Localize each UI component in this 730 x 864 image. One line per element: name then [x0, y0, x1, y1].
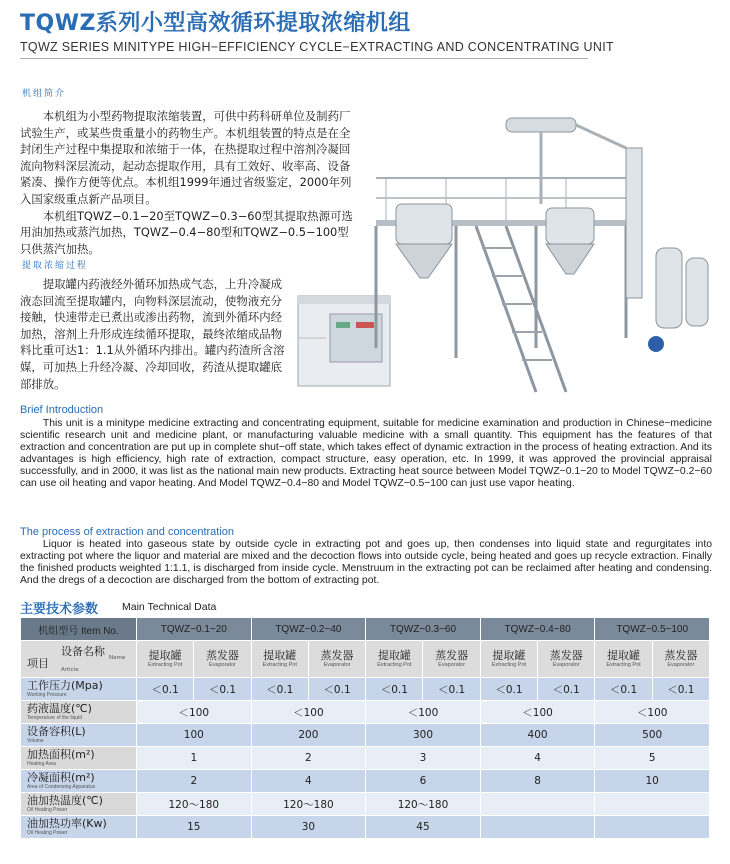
- cell: 500: [595, 724, 710, 747]
- cell: 100: [137, 724, 252, 747]
- table-row: [21, 747, 710, 770]
- cell: ＜100: [480, 701, 595, 724]
- cell: ＜100: [595, 701, 710, 724]
- cell: 120～180: [137, 793, 252, 816]
- table-row: [21, 678, 710, 701]
- corner-cell: 设备名称 Name 项目 Article: [21, 641, 137, 678]
- intro-cn-p1: 本机组为小型药物提取浓缩装置，可供中药科研单位及制药厂试验生产，或某些贵重量小的药物生产。本机组装置的特点是在全封闭生产过程中集提取和浓缩于一体，在热提取过程中溶剂冷凝回流向物料深层流动，起动态提取作用，具有工效好、收率高、设备紧凑、操作方便等优点。本机组1999年通过省级鉴定，2000年列入国家级重点新产品项目。: [20, 109, 352, 206]
- model-header: TQWZ−0.4−80: [480, 618, 595, 641]
- cell: 2: [251, 747, 366, 770]
- table-row: [21, 770, 710, 793]
- cell: ＜0.1: [480, 678, 537, 701]
- cell: 45: [366, 816, 481, 839]
- table-title: 主要技术参数: [20, 602, 99, 617]
- cell: [595, 793, 710, 816]
- cell: 5: [595, 747, 710, 770]
- intro-cn-p2: 本机组TQWZ−0.1−20至TQWZ−0.3−60型其提取热源可选用油加热或蒸汽加热，TQWZ−0.4−80型和TQWZ−0.5−100型只供蒸汽加热。: [20, 208, 353, 256]
- sub-evap: 蒸发器 Evaporator: [194, 641, 251, 678]
- table-row: [21, 724, 710, 747]
- row-label: 工作压力(Mpa) Working Pressure: [21, 678, 137, 701]
- sub-extract: 提取罐 Extracting Pot: [251, 641, 308, 678]
- sub-extract: 提取罐 Extracting Pot: [366, 641, 423, 678]
- process-cn-text: [20, 276, 290, 392]
- cell: ＜100: [366, 701, 481, 724]
- cell: [595, 816, 710, 839]
- cell: 120～180: [366, 793, 481, 816]
- cell: 400: [480, 724, 595, 747]
- cell: 120～180: [251, 793, 366, 816]
- table-row: [21, 701, 710, 724]
- cell: ＜0.1: [595, 678, 652, 701]
- intro-en-text: [20, 418, 712, 489]
- cell: 4: [480, 747, 595, 770]
- cell: [480, 816, 595, 839]
- model-header: TQWZ−0.5−100: [595, 618, 710, 641]
- row-label: 加热面积(m²) Heating Area: [21, 747, 137, 770]
- table-row: [21, 816, 710, 839]
- cell: 6: [366, 770, 481, 793]
- row-label: 冷凝面积(m²) Area of Condensing Apparatus: [21, 770, 137, 793]
- process-cn-p1: 提取罐内药液经外循环加热成气态，上升冷凝成液态回流至提取罐内，向物料深层流动，使物液充分接触，快速带走已煮出或渗出药物，流到外循环内经加热，溶剂上升形成连续循环提取，最终浓缩成品物料比重可达1：1.1从外循环内排出。罐内药渣所含溶媒，可加热上升经冷凝、冷却回收，药渣从提取罐底部排放。: [20, 277, 285, 391]
- table-subheader-row: [21, 641, 710, 678]
- cell: ＜100: [137, 701, 252, 724]
- cell: 1: [137, 747, 252, 770]
- equipment-photo: [296, 108, 716, 404]
- cell: ＜0.1: [423, 678, 480, 701]
- process-en-p1: Liquor is heated into gaseous state by outside cycle in extracting pot and goes up, then condenses into liquid state and regurgitates into extracting pot where the liquor and material are mixed and the decoction flows into outside cycle, being heated and goes up recycle extraction. Finally the finished products weighted 1:1.1, is discharged from inside cycle. Menstruum in the extracting pot can be reclaimed after heating and condensing. And the dregs of a decoction are discharged from the bottom of extracting pot.: [20, 539, 712, 586]
- cell: 200: [251, 724, 366, 747]
- cell: ＜0.1: [538, 678, 595, 701]
- cell: 4: [251, 770, 366, 793]
- cell: 10: [595, 770, 710, 793]
- model-header: TQWZ−0.1−20: [137, 618, 252, 641]
- sub-evap: 蒸发器 Evaporator: [308, 641, 365, 678]
- process-cn-heading: 提取浓缩过程: [22, 261, 89, 271]
- process-en-heading: The process of extraction and concentration: [20, 526, 235, 538]
- cell: 15: [137, 816, 252, 839]
- model-label-cell: 机组型号 Item No.: [21, 618, 137, 641]
- table-header-row: [21, 618, 710, 641]
- row-label: 油加热温度(℃) Oil Heating Power: [21, 793, 137, 816]
- sub-evap: 蒸发器 Evaporator: [538, 641, 595, 678]
- cell: 2: [137, 770, 252, 793]
- title-divider: [20, 58, 588, 59]
- cell: ＜0.1: [652, 678, 709, 701]
- sub-evap: 蒸发器 Evaporator: [652, 641, 709, 678]
- intro-cn-heading: 机组简介: [22, 89, 67, 99]
- cell: ＜0.1: [137, 678, 194, 701]
- row-label: 设备容积(L) Volume: [21, 724, 137, 747]
- model-header: TQWZ−0.2−40: [251, 618, 366, 641]
- cell: ＜0.1: [308, 678, 365, 701]
- intro-en-heading: Brief Introduction: [20, 404, 104, 416]
- cell: ＜0.1: [194, 678, 251, 701]
- process-en-text: [20, 539, 712, 587]
- cell: 8: [480, 770, 595, 793]
- table-row: [21, 793, 710, 816]
- spec-table: [20, 617, 710, 839]
- cell: [480, 793, 595, 816]
- row-label: 油加热功率(Kw) Oil Heating Power: [21, 816, 137, 839]
- cell: ＜0.1: [366, 678, 423, 701]
- page-subtitle: TQWZ SERIES MINITYPE HIGH−EFFICIENCY CYCLE−EXTRACTING AND CONCENTRATING UNIT: [20, 40, 614, 54]
- row-label: 药液温度(℃) Temperature of the liquid: [21, 701, 137, 724]
- cell: ＜100: [251, 701, 366, 724]
- cell: ＜0.1: [251, 678, 308, 701]
- sub-evap: 蒸发器 Evaporator: [423, 641, 480, 678]
- cell: 30: [251, 816, 366, 839]
- cell: 300: [366, 724, 481, 747]
- table-title-en: Main Technical Data: [122, 601, 217, 613]
- page-title: TQWZ系列小型高效循环提取浓缩机组: [20, 11, 411, 36]
- intro-en-p1: This unit is a minitype medicine extracting and concentrating equipment, suitable for medicine examination and production in Chinese−medicine scientific research unit and medicine plant, or manufacturing valuable medicine with a small quantity. This equipment has the features of that extraction and concentration are put up in complete shut−off state, which takes effect of dynamic extraction in the process of heating extraction. And its advantages is high efficiency, high rate of extraction, compact structure, easy operation, etc. In 1999, it was approved the provincial appraisal successfully, and in 2000, it was list as the national main new products. Extracting heat source between Model TQWZ−0.1−20 to Model TQWZ−0.2−60 can use oil heating and vapor heating. And Model TQWZ−0.4−80 and Model TQWZ−0.5−100 can just use vapor heating.: [20, 418, 712, 489]
- sub-extract: 提取罐 Extracting Pot: [480, 641, 537, 678]
- cell: 3: [366, 747, 481, 770]
- sub-extract: 提取罐 Extracting Pot: [595, 641, 652, 678]
- model-header: TQWZ−0.3−60: [366, 618, 481, 641]
- sub-extract: 提取罐 Extracting Pot: [137, 641, 194, 678]
